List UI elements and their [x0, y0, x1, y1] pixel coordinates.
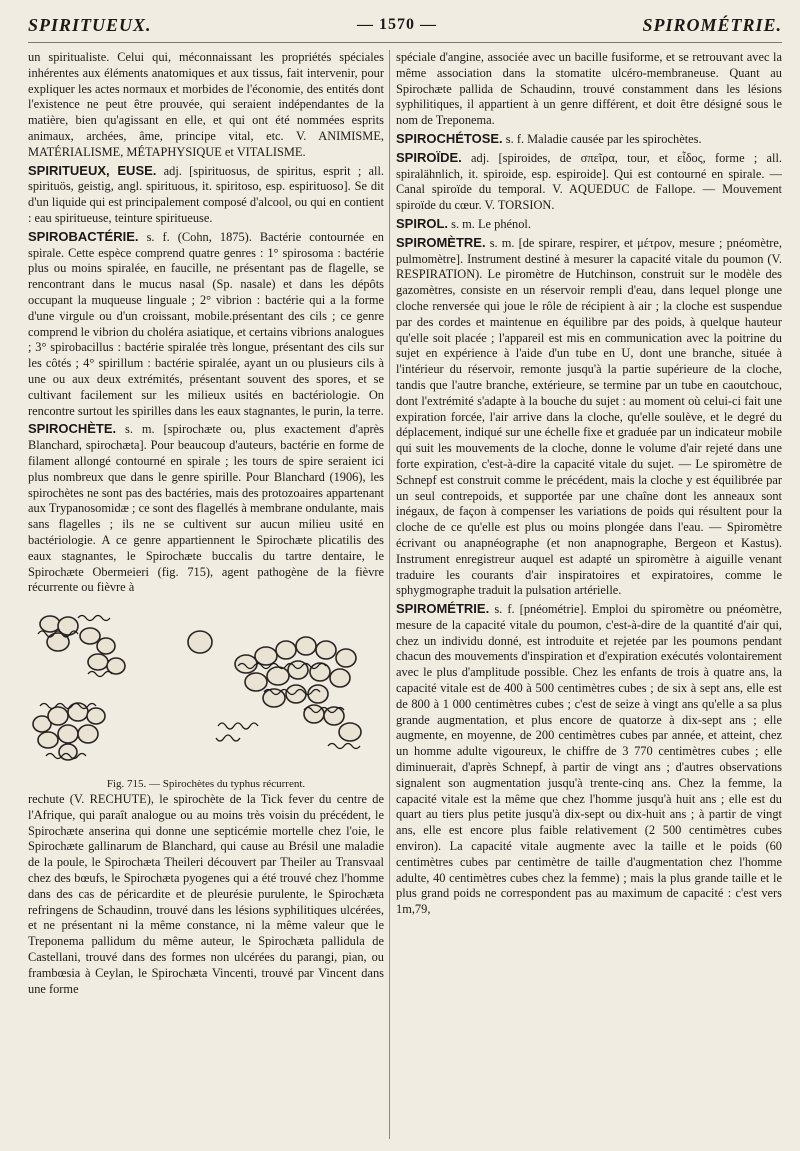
entry-head-spiritueux: SPIRITUEUX, EUSE.	[28, 162, 157, 178]
entry-body-spirometrie: s. f. [pnéométrie]. Emploi du spiromètre ou pnéomètre, mesure de la capacité vitale du poumon, c'est-à-dire de la quantité d'air qui, chez un individu donné, est introduite et rejetée par les poumons pendant chacun des mouvements d'inspiration et d'expiration exécutés volontairement avec le plus d'amplitude possible. Chez les enfants de trois à quatre ans, la capacité vitale est de 400 à 500 centimètres cubes ; de six à sept ans, elle est de 800 à 1 000 centimètres cubes ; c'est de seize à vingt ans qu'elle a sa plus grande augmentation, et plus encore de quatorze à dix-sept ans ; elle augmente, en moyenne, de 200 centimètres cubes par année, et atteint, chez un homme adulte vigoureux, le chiffre de 3 770 centimètres cubes ; elle diminuerait, d'après Schnepf, à partir de vingt ans ; d'autres observations signalent son augmentation jusqu'à trente-cinq ans. Chez la femme, la capacité vitale est la même que chez l'homme jusqu'à huit ans ; elle est du quart au tiers plus petite jusqu'à dix-sept ou dix-huit ans ; à partir de vingt ans, elle est encore plus faible relativement (2 500 centimètres cubes environ). La capacité vitale augmente avec la taille et le poids (60 centimètres cubes par centimètre de taille d'augmentation chez l'homme adulte, 40 centimètres cubes chez la femme) ; mais la plus grande taille et le plus grand poids ne correspondent pas au maximum de capacité : c'est vers 1m,79,	[396, 602, 782, 917]
column-divider	[389, 50, 390, 1139]
spirochete-end-text: spéciale d'angine, associée avec un bacille fusiforme, et se retrouvant avec la même association dans la stomatite ulcéro-membraneuse. Quant au Spirochæte pallida de Schaudinn, trouvé constamment dans les lésions syphilitiques, il appartient à un genre différent, et doit être désigné sous le nom de Treponema.	[396, 50, 782, 128]
entry-spirometrie	[396, 601, 782, 918]
entry-spirometre	[396, 235, 782, 599]
entry-spirobacterie	[28, 229, 384, 420]
header-left-term: SPIRITUEUX.	[28, 14, 152, 35]
entry-spirochete	[28, 421, 384, 596]
figure-caption: Fig. 715. — Spirochètes du typhus récurrent.	[106, 778, 306, 791]
left-column	[28, 50, 384, 1141]
spirochetes-illustration	[28, 606, 384, 776]
spiritualiste-text: un spiritualiste. Celui qui, méconnaissant les propriétés spéciales inhérentes aux éléments anatomiques et aux tissus, fait intervenir, pour expliquer les actes normaux et morbides de l'économie, des entités dont l'existence ne peut être prouvée, qui seraient indépendantes de la matière, bien qu'agissant en elle, et qui ont été nommées esprits animaux, archées, âme, principe vital, etc. V. ANIMISME, MATÉRIALISME, MÉTAPHYSIQUE et VITALISME.	[28, 50, 384, 159]
entry-body-spirochetose: s. f. Maladie causée par les spirochètes.	[505, 131, 702, 146]
entry-spirol	[396, 216, 782, 233]
entry-head-spirochetose: SPIROCHÉTOSE.	[396, 130, 503, 146]
spirochete-continuation: rechute (V. RECHUTE), le spirochète de la Tick fever du centre de l'Afrique, qui paraît analogue ou au moins très voisin du précédent, le Spirochæte anserina qui donne une septicémie mortelle chez l'oie, le Spirochæte gallinarum de Blanchard, qui cause au Brésil une maladie de la poule, le Spirochæta Theileri découvert par Theiler au Transvaal chez des bœufs, le Spirochæta pyogenes qui a été trouvé chez l'homme dans des cas de péricardite et de pleurésie purulente, le Spirochæta refringens de Schaudinn, trouvé dans les lésions syphilitiques ulcérées, et ne présentant ni la même constance, ni la même valeur que le Treponema pallidum du même auteur, le Spirochæta pallidula de Castellani, trouvé dans des formes non ulcérées du parangi, pian, ou frambœsia à Ceylan, le Spirochæta Vincenti, trouvé par Vincent dans une forme	[28, 792, 384, 996]
entry-head-spirometre: SPIROMÈTRE.	[396, 234, 486, 250]
entry-head-spirol: SPIROL.	[396, 215, 449, 231]
entry-spiroide	[396, 150, 782, 214]
entry-spiritueux	[28, 163, 384, 227]
entry-head-spirochete: SPIROCHÈTE.	[28, 421, 117, 437]
figure-715	[28, 606, 384, 791]
entry-head-spirobacterie: SPIROBACTÉRIE.	[28, 228, 139, 244]
right-column	[396, 50, 782, 1141]
entry-head-spirometrie: SPIROMÉTRIE.	[396, 601, 490, 617]
entry-body-spiroide: adj. [spiroides, de σπεῖρα, tour, et εἶδος, forme ; all. spiralähnlich, it. spiroide, esp. espiroide]. Qui est contourné en spirale. — Canal spiroïde du temporal. V. AQUEDUC de Fallope. — Mouvement spiroïde du cœur. V. TORSION.	[396, 150, 782, 213]
header-right-term: SPIROMÉTRIE.	[642, 14, 782, 35]
entry-body-spirochete: s. m. [spirochæte ou, plus exactement d'après Blanchard, spirochæta]. Pour beaucoup d'auteurs, bactérie en forme de filament allongé contourné en spirale ; les tours de spire seraient ici plus nombreux que dans le genre spirille. Pour Blanchard (1906), les spirochètes ne sont pas des bactéries, mais des protozoaires appartenant aux Trypanosomidæ ; ce sont des flagellés à membrane ondulante, mais sans flagelles ; ils ne se cultivent sur aucun milieu usité en bactériologie. A ce genre appartiennent le Spirochæte plicatilis des eaux stagnantes, le Spirochæte buccalis du tartre dentaire, le Spirochæte Obermeieri (fig. 715), agent pathogène de la fièvre récurrente ou fièvre à	[28, 422, 384, 595]
entry-body-spirometre: s. m. [de spirare, respirer, et μέτρον, mesure ; pnéomètre, pulmomètre]. Instrument destiné à mesurer la capacité vitale du poumon (V. RESPIRATION). Le piromètre de Hutchinson, construit sur le modèle des gazomètres, consiste en un réservoir rempli d'eau, dans lequel plonge une cloche renversée qui joue le rôle de récipient à air ; la cloche est suspendue par des cordes et maintenue en équilibre par des poids, à quelque hauteur qu'elle soit placée ; l'appareil est mis en communication avec la poitrine du sujet en expérience à l'aide d'un tube en U, dont une branche, située à l'intérieur du réservoir, remonte jusqu'à la partie supérieure de la cloche, tandis que l'autre branche, extérieure, se termine par un tube en caoutchouc, dont l'extrémité s'adapte à la bouche du sujet : au moment où celui-ci fait une expiration forcée, l'air arrive dans la cloche, qu'elle soulève, et le degré du déplacement, indiqué sur une échelle fixe et graduée par un indicateur mobile qui suit les mouvements de la cloche, donne le volume d'air rejeté dans une forte expiration, c'est-à-dire la capacité vitale du sujet. — Le spiromètre de Schnepf est construit comme le précédent, mais la cloche y est équilibrée par un seul contrepoids, et supportée par une chaîne dont les anneaux sont inégaux, de façon à compenser les variations de poids qui résultent pour la cloche de ce qu'elle est plus ou moins plongée dans l'eau. — Spiromètre écrivant ou anapnéographe (et non anapnographe, Bergeon et Kastus). Instrument enregistreur auquel est adapté un spiromètre à aiguille venant traduire les courants d'air inspiratoires et expiratoires, comme le sphygmographe traduit la pulsation artérielle.	[396, 235, 782, 598]
entry-body-spirobacterie: s. f. (Cohn, 1875). Bactérie contournée en spirale. Cette espèce comprend quatre genres : 1° spirosoma : bactérie plus ou moins spiralée, en faucille, ne présentant pas de flagelle, se rencontrant dans le mucus nasal (Sp. nasale) et dans les dépôts occupant la muqueuse linguale ; 2° vibrion : bactérie qui a la forme d'une virgule ou d'un croissant, mobile.présentant des cils ; ce genre comprend le vibrion du choléra asiatique, et certains vibrions analogues ; 3° spirobacillus : bactérie spiralée très longue, présentant des cils sur les côtés ; 4° spirillum : bactérie spiralée, ayant un ou plusieurs cils à une ou aux deux extrémités, présentant souvent des spores, et se cultivant facilement sur les milieux usités en bactériologie. On rencontre surtout les spirilles dans les eaux stagnantes, le purin, la terre.	[28, 229, 384, 418]
page-header	[28, 8, 782, 43]
entry-body-spirol: s. m. Le phénol.	[451, 216, 531, 231]
entry-head-spiroide: SPIROÏDE.	[396, 149, 462, 165]
entry-body-spiritueux: adj. [spirituosus, de spiritus, esprit ; all. spirituös, geistig, angl. spirituous, it. spiritoso, esp. espirituoso]. Se dit d'un liquide qui est principalement composé d'alcool, ou qui en contient : eau spiritueuse, teinture spiritueuse.	[28, 163, 384, 225]
entry-spirochetose	[396, 131, 782, 148]
page-number: — 1570 —	[356, 16, 437, 33]
